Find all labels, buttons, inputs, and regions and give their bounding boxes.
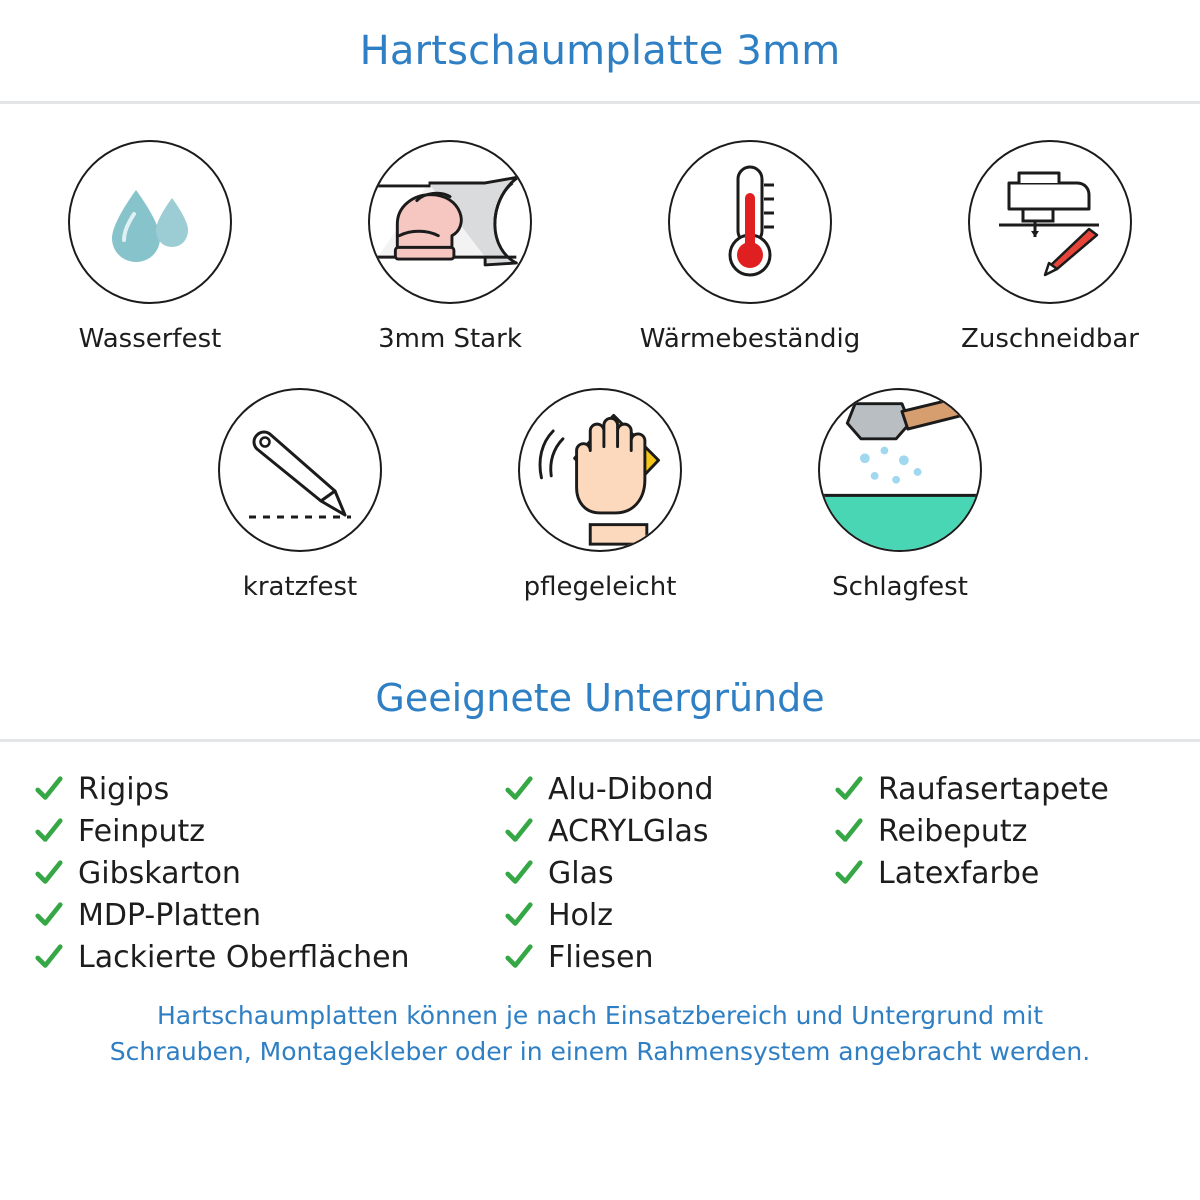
list-item xyxy=(834,852,1166,894)
list-item xyxy=(834,768,1166,810)
footnote xyxy=(0,998,1200,1069)
list-item-label: ACRYLGlas xyxy=(548,813,709,849)
feature-icon-circle xyxy=(818,388,982,552)
page-title-bar xyxy=(0,0,1200,104)
check-icon xyxy=(834,858,864,888)
footnote-line-2: Schrauben, Montagekleber oder in einem Rahmensystem angebracht werden. xyxy=(109,1036,1091,1066)
check-icon xyxy=(34,942,64,972)
cleaning-hand-cloth-icon xyxy=(520,388,680,552)
list-item xyxy=(34,852,504,894)
list-item xyxy=(34,936,504,978)
strong-arm-icon xyxy=(370,140,530,304)
check-icon xyxy=(834,774,864,804)
feature-label: 3mm Stark xyxy=(378,324,522,354)
hammer-impact-icon xyxy=(820,388,980,552)
list-item-label: Raufasertapete xyxy=(878,771,1109,807)
feature-icon-circle xyxy=(218,388,382,552)
check-icon xyxy=(34,816,64,846)
check-icon xyxy=(34,858,64,888)
feature-grid xyxy=(0,104,1200,602)
check-icon xyxy=(504,900,534,930)
list-item xyxy=(504,852,834,894)
list-item xyxy=(504,894,834,936)
water-drops-icon xyxy=(90,162,210,282)
check-icon xyxy=(504,858,534,888)
feature-icon-circle xyxy=(68,140,232,304)
check-icon xyxy=(504,816,534,846)
check-icon xyxy=(34,774,64,804)
substrates-title: Geeignete Untergründe xyxy=(375,675,825,720)
list-item-label: Rigips xyxy=(78,771,170,807)
list-item xyxy=(504,768,834,810)
list-item xyxy=(34,768,504,810)
page-title: Hartschaumplatte 3mm xyxy=(359,27,841,74)
substrate-column-1 xyxy=(34,768,504,978)
check-icon xyxy=(34,900,64,930)
list-item xyxy=(504,810,834,852)
feature-row-2 xyxy=(0,388,1200,602)
substrates-title-bar xyxy=(0,656,1200,742)
list-item xyxy=(34,810,504,852)
list-item-label: Fliesen xyxy=(548,939,654,975)
feature-kratzfest xyxy=(150,388,450,602)
feature-label: Wasserfest xyxy=(78,324,222,354)
feature-icon-circle xyxy=(368,140,532,304)
list-item-label: Gibskarton xyxy=(78,855,241,891)
check-icon xyxy=(504,774,534,804)
knife-scratch-icon xyxy=(235,405,365,535)
feature-icon-circle xyxy=(668,140,832,304)
list-item-label: Latexfarbe xyxy=(878,855,1040,891)
list-item xyxy=(834,810,1166,852)
list-item xyxy=(504,936,834,978)
substrate-list xyxy=(0,742,1200,978)
feature-label: kratzfest xyxy=(242,572,358,602)
feature-wasserfest xyxy=(0,140,300,354)
feature-pflegeleicht xyxy=(450,388,750,602)
feature-zuschneidbar xyxy=(900,140,1200,354)
list-item-label: Alu-Dibond xyxy=(548,771,714,807)
footnote-line-1: Hartschaumplatten können je nach Einsatzbereich und Untergrund mit xyxy=(156,1001,1044,1030)
list-item-label: Glas xyxy=(548,855,614,891)
list-item-label: Feinputz xyxy=(78,813,205,849)
substrate-column-2 xyxy=(504,768,834,978)
check-icon xyxy=(504,942,534,972)
feature-waermebestaendig xyxy=(600,140,900,354)
feature-label: Schlagfest xyxy=(832,572,968,602)
check-icon xyxy=(834,816,864,846)
feature-icon-circle xyxy=(968,140,1132,304)
substrate-column-3 xyxy=(834,768,1166,978)
list-item-label: MDP-Platten xyxy=(78,897,262,933)
jigsaw-cutter-icon xyxy=(985,157,1115,287)
thermometer-icon xyxy=(690,157,810,287)
list-item-label: Lackierte Oberflächen xyxy=(78,939,410,975)
feature-row-1 xyxy=(0,140,1200,354)
list-item-label: Reibeputz xyxy=(878,813,1028,849)
feature-schlagfest xyxy=(750,388,1050,602)
feature-label: pflegeleicht xyxy=(523,572,677,602)
list-item-label: Holz xyxy=(548,897,613,933)
feature-3mm-stark xyxy=(300,140,600,354)
feature-label: Zuschneidbar xyxy=(961,324,1139,354)
feature-label: Wärmebeständig xyxy=(639,324,861,354)
list-item xyxy=(34,894,504,936)
feature-icon-circle xyxy=(518,388,682,552)
